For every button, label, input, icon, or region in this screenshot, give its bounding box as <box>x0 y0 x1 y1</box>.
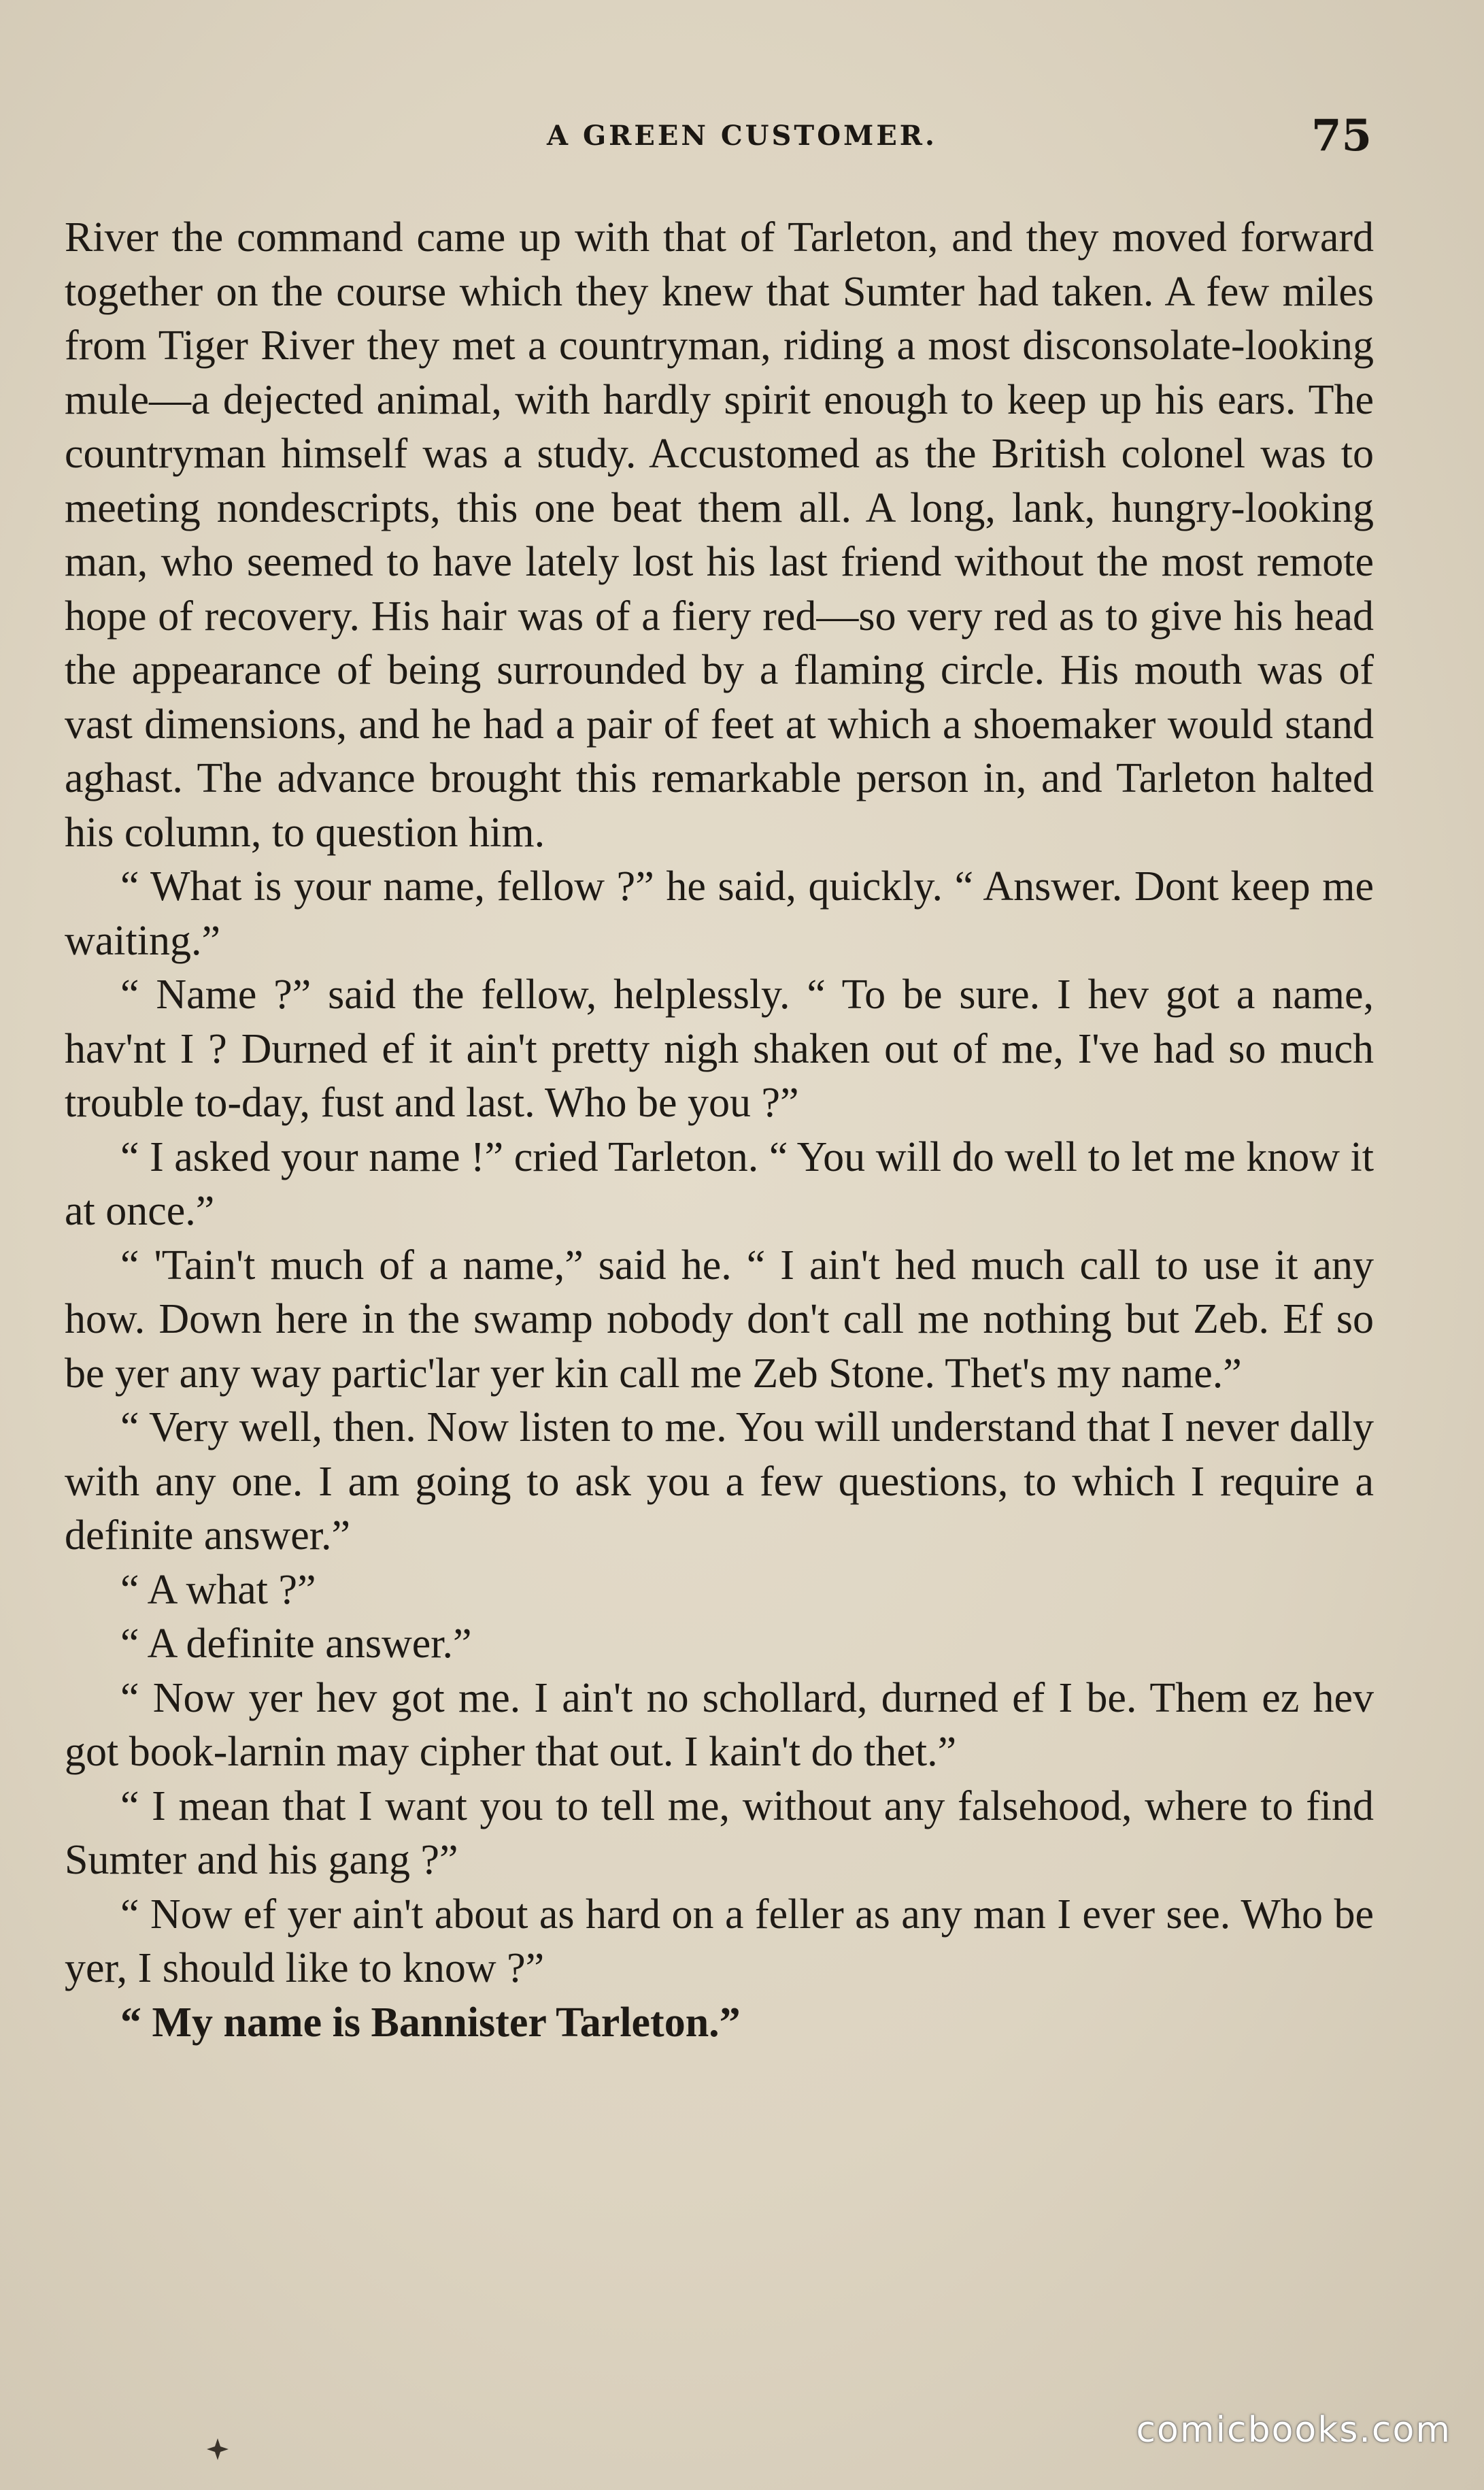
paragraph: “ A definite answer.” <box>120 1621 472 1667</box>
paragraph: “ Very well, then. Now listen to me. You will understand that I never dally with any one. I am going to ask you a few questions, to which I require a definite answer.” <box>65 1404 1374 1559</box>
paragraph: “ My name is Bannister Tarleton.” <box>120 1999 741 2046</box>
paragraph: “ What is your name, fellow ?” he said, quickly. “ Answer. Dont keep me waiting.” <box>65 863 1374 964</box>
paragraph: “ Now ef yer ain't about as hard on a feller as any man I ever see. Who be yer, I should like to know ?” <box>65 1891 1374 1991</box>
printer-mark-icon <box>204 2436 231 2463</box>
paragraph: “ I mean that I want you to tell me, without any falsehood, where to find Sumter and his gang ?” <box>65 1782 1374 1883</box>
paragraph: “ I asked your name !” cried Tarleton. “ You will do well to let me know it at once.” <box>65 1133 1374 1234</box>
paragraph: River the command came up with that of Tarleton, and they moved forward together on the course which they knew that Sumter had taken. A few miles from Tiger River they met a countryman, riding a most disconsolate-looking mule—a dejected animal, with hardly spirit enough to keep up his ears. The countryman himself was a study. Accustomed as the British colonel was to meeting nondescripts, this one beat them all. A long, lank, hungry-looking man, who seemed to have lately lost his last friend without the most remote hope of recovery. His hair was of a fiery red—so very red as to give his head the appearance of being surrounded by a flaming circle. His mouth was of vast dimensions, and he had a pair of feet at which a shoemaker would stand aghast. The advance brought this remarkable person in, and Tarleton halted his column, to question him. <box>65 214 1374 856</box>
paragraph: “ A what ?” <box>120 1566 316 1613</box>
page-number: 75 <box>1311 110 1372 161</box>
watermark: comicbooks.com <box>1136 2410 1451 2451</box>
paragraph: “ Now yer hev got me. I ain't no schollard, durned ef I be. Them ez hev got book-larnin may cipher that out. I kain't do thet.” <box>65 1674 1374 1775</box>
paragraph: “ 'Tain't much of a name,” said he. “ I ain't hed much call to use it any how. Down here in the swamp nobody don't call me nothing but Zeb. Ef so be yer any way partic'lar yer kin call me Zeb Stone. Thet's my name.” <box>65 1242 1374 1397</box>
body-text <box>65 211 1374 2050</box>
running-title: A GREEN CUSTOMER. <box>547 120 937 152</box>
paragraph: “ Name ?” said the fellow, helplessly. “ To be sure. I hev got a name, hav'nt I ? Durned ef it ain't pretty nigh shaken out of me, I've had so much trouble to-day, fust and last. Who be you ?” <box>65 972 1374 1126</box>
page-header <box>0 110 1484 162</box>
